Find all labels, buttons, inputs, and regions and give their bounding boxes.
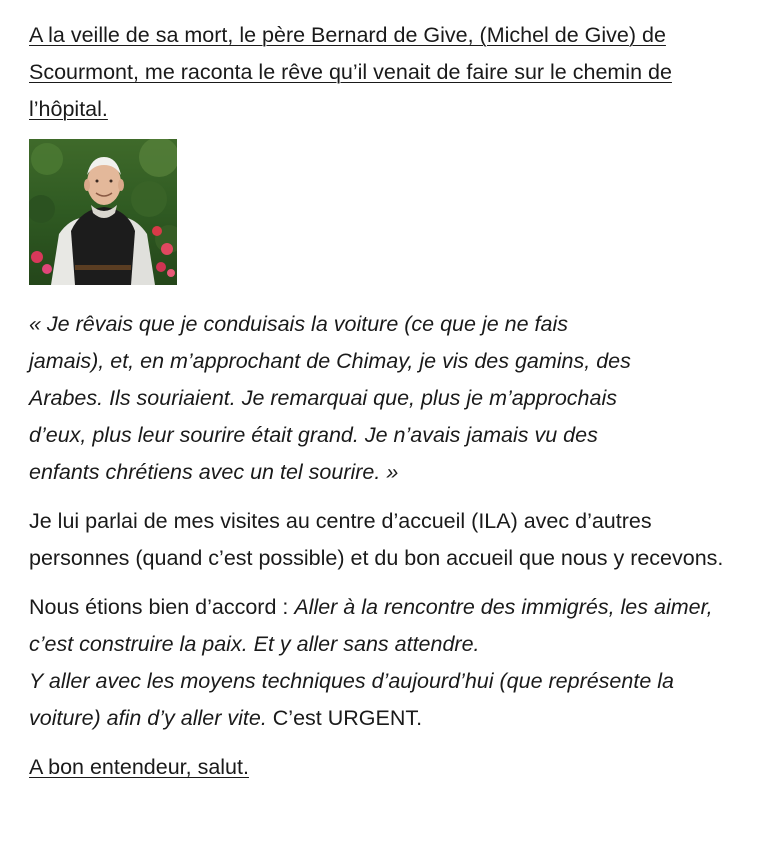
monk-photo: [29, 139, 177, 285]
document-page: [29, 17, 749, 786]
quote-line: jamais), et, en m’approchant de Chimay, je vis des gamins, des: [29, 349, 631, 373]
closing-line: A bon entendeur, salut.: [29, 755, 249, 779]
quote-line: Arabes. Ils souriaient. Je remarquai que, plus je m’approchais: [29, 386, 617, 410]
agreement-italic-1: Aller à la rencontre des immigrés, les aimer, c’est construire la paix. Et y aller sans attendre.: [29, 595, 713, 656]
visits-paragraph: Je lui parlai de mes visites au centre d’accueil (ILA) avec d’autres personnes (quand c’est possible) et du bon accueil que nous y recevons.: [29, 509, 724, 570]
intro-paragraph: A la veille de sa mort, le père Bernard de Give, (Michel de Give) de Scourmont, me raconta le rêve qu’il venait de faire sur le chemin de l’hôpital.: [29, 23, 672, 121]
agreement-italic-2: Y aller avec les moyens techniques d’aujourd’hui (que représente la voiture) afin d’y aller vite.: [29, 669, 674, 730]
quote-line: « Je rêvais que je conduisais la voiture (ce que je ne fais: [29, 312, 569, 336]
agreement-paragraph: [29, 589, 749, 737]
quote-line: enfants chrétiens avec un tel sourire. »: [29, 460, 399, 484]
dream-quote: [29, 306, 749, 491]
agreement-tail: C’est URGENT.: [266, 706, 423, 730]
quote-line: d’eux, plus leur sourire était grand. Je n’avais jamais vu des: [29, 423, 598, 447]
agreement-lead: Nous étions bien d’accord :: [29, 595, 295, 619]
